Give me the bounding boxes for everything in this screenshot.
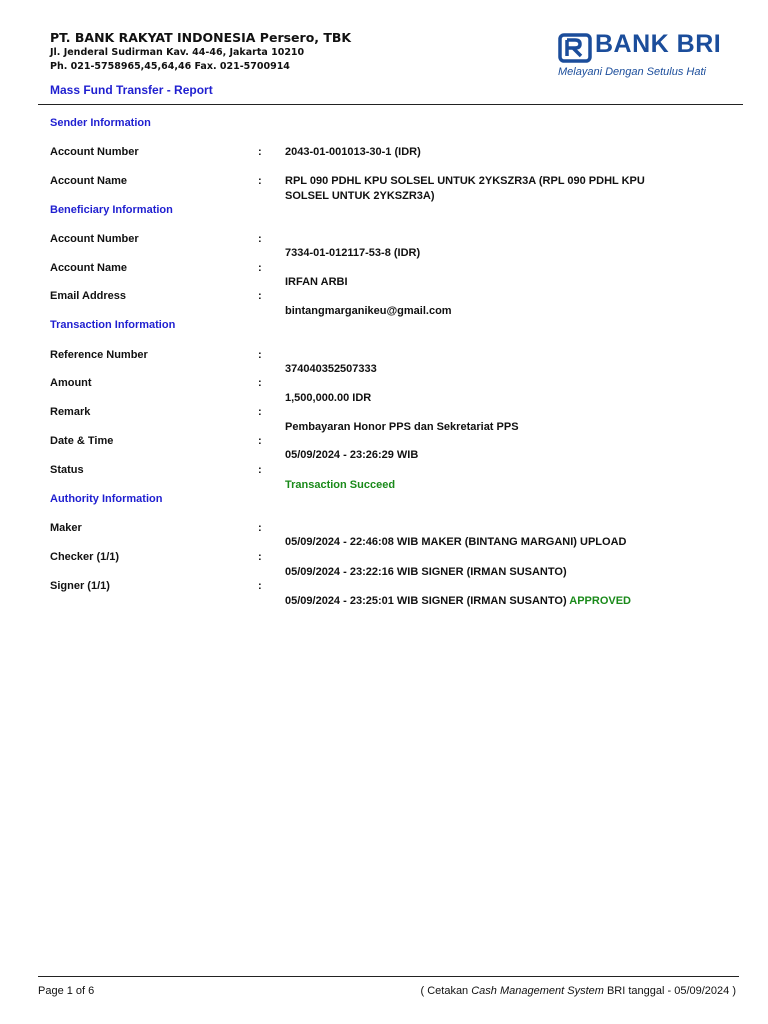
signer xyxy=(285,594,685,609)
bri-logo-icon xyxy=(558,33,592,63)
bank-header xyxy=(50,30,351,74)
colon: : xyxy=(258,464,262,476)
amount-label: Amount xyxy=(50,377,92,389)
colon: : xyxy=(258,406,262,418)
beneficiary-email-label: Email Address xyxy=(50,290,127,302)
datetime: 05/09/2024 - 23:26:29 WIB xyxy=(285,449,419,461)
remark-label: Remark xyxy=(50,406,91,418)
status-badge: Transaction Succeed xyxy=(285,479,396,491)
reference-number: 374040352507333 xyxy=(285,363,377,375)
datetime-label: Date & Time xyxy=(50,435,114,447)
maker: 05/09/2024 - 22:46:08 WIB MAKER (BINTANG MARGANI) UPLOAD xyxy=(285,536,627,548)
footer-divider xyxy=(38,976,739,977)
colon: : xyxy=(258,349,262,361)
reference-number-label: Reference Number xyxy=(50,349,148,361)
colon: : xyxy=(258,580,262,592)
beneficiary-account-name: IRFAN ARBI xyxy=(285,276,348,288)
colon: : xyxy=(258,262,262,274)
bank-phone: Ph. 021-5758965,45,64,46 Fax. 021-5700914 xyxy=(50,61,290,72)
sender-account-number: 2043-01-001013-30-1 (IDR) xyxy=(285,146,421,158)
section-transaction: Transaction Information xyxy=(50,319,176,331)
checker: 05/09/2024 - 23:22:16 WIB SIGNER (IRMAN SUSANTO) xyxy=(285,566,567,578)
sender-account-name-label: Account Name xyxy=(50,175,128,187)
bri-logo xyxy=(558,30,733,83)
header-divider xyxy=(38,104,743,105)
bank-name: PT. BANK RAKYAT INDONESIA Persero, TBK xyxy=(50,30,352,45)
colon: : xyxy=(258,146,262,158)
beneficiary-account-number: 7334-01-012117-53-8 (IDR) xyxy=(285,247,421,259)
sender-account-name: RPL 090 PDHL KPU SOLSEL UNTUK 2YKSZR3A (RPL 090 PDHL KPU SOLSEL UNTUK 2YKSZR3A) xyxy=(285,175,645,202)
print-info xyxy=(420,985,736,997)
signer-label: Signer (1/1) xyxy=(50,580,110,592)
section-sender: Sender Information xyxy=(50,117,151,129)
beneficiary-account-number-label: Account Number xyxy=(50,233,139,245)
checker-label: Checker (1/1) xyxy=(50,551,120,563)
logo-text: BANK BRI xyxy=(595,30,722,58)
beneficiary-email: bintangmarganikeu@gmail.com xyxy=(285,305,452,317)
remark: Pembayaran Honor PPS dan Sekretariat PPS xyxy=(285,421,519,433)
print-suffix: BRI tanggal - 05/09/2024 ) xyxy=(603,985,736,997)
bank-address: Jl. Jenderal Sudirman Kav. 44-46, Jakarta 10210 xyxy=(50,47,305,58)
colon: : xyxy=(258,522,262,534)
section-beneficiary: Beneficiary Information xyxy=(50,204,173,216)
colon: : xyxy=(258,551,262,563)
signer-status: APPROVED xyxy=(569,595,632,607)
signer-text: 05/09/2024 - 23:25:01 WIB SIGNER (IRMAN SUSANTO) xyxy=(285,595,567,607)
status-label: Status xyxy=(50,464,84,476)
colon: : xyxy=(258,435,262,447)
print-system: Cash Management System xyxy=(471,985,604,997)
colon: : xyxy=(258,233,262,245)
maker-label: Maker xyxy=(50,522,82,534)
colon: : xyxy=(258,175,262,187)
beneficiary-account-name-label: Account Name xyxy=(50,262,128,274)
section-authority: Authority Information xyxy=(50,493,163,505)
amount: 1,500,000.00 IDR xyxy=(285,392,372,404)
logo-tagline: Melayani Dengan Setulus Hati xyxy=(558,66,706,78)
report-title: Mass Fund Transfer - Report xyxy=(50,83,213,97)
sender-account-number-label: Account Number xyxy=(50,146,139,158)
print-prefix: ( Cetakan xyxy=(420,985,472,997)
colon: : xyxy=(258,377,262,389)
colon: : xyxy=(258,290,262,302)
page-indicator: Page 1 of 6 xyxy=(38,985,95,997)
